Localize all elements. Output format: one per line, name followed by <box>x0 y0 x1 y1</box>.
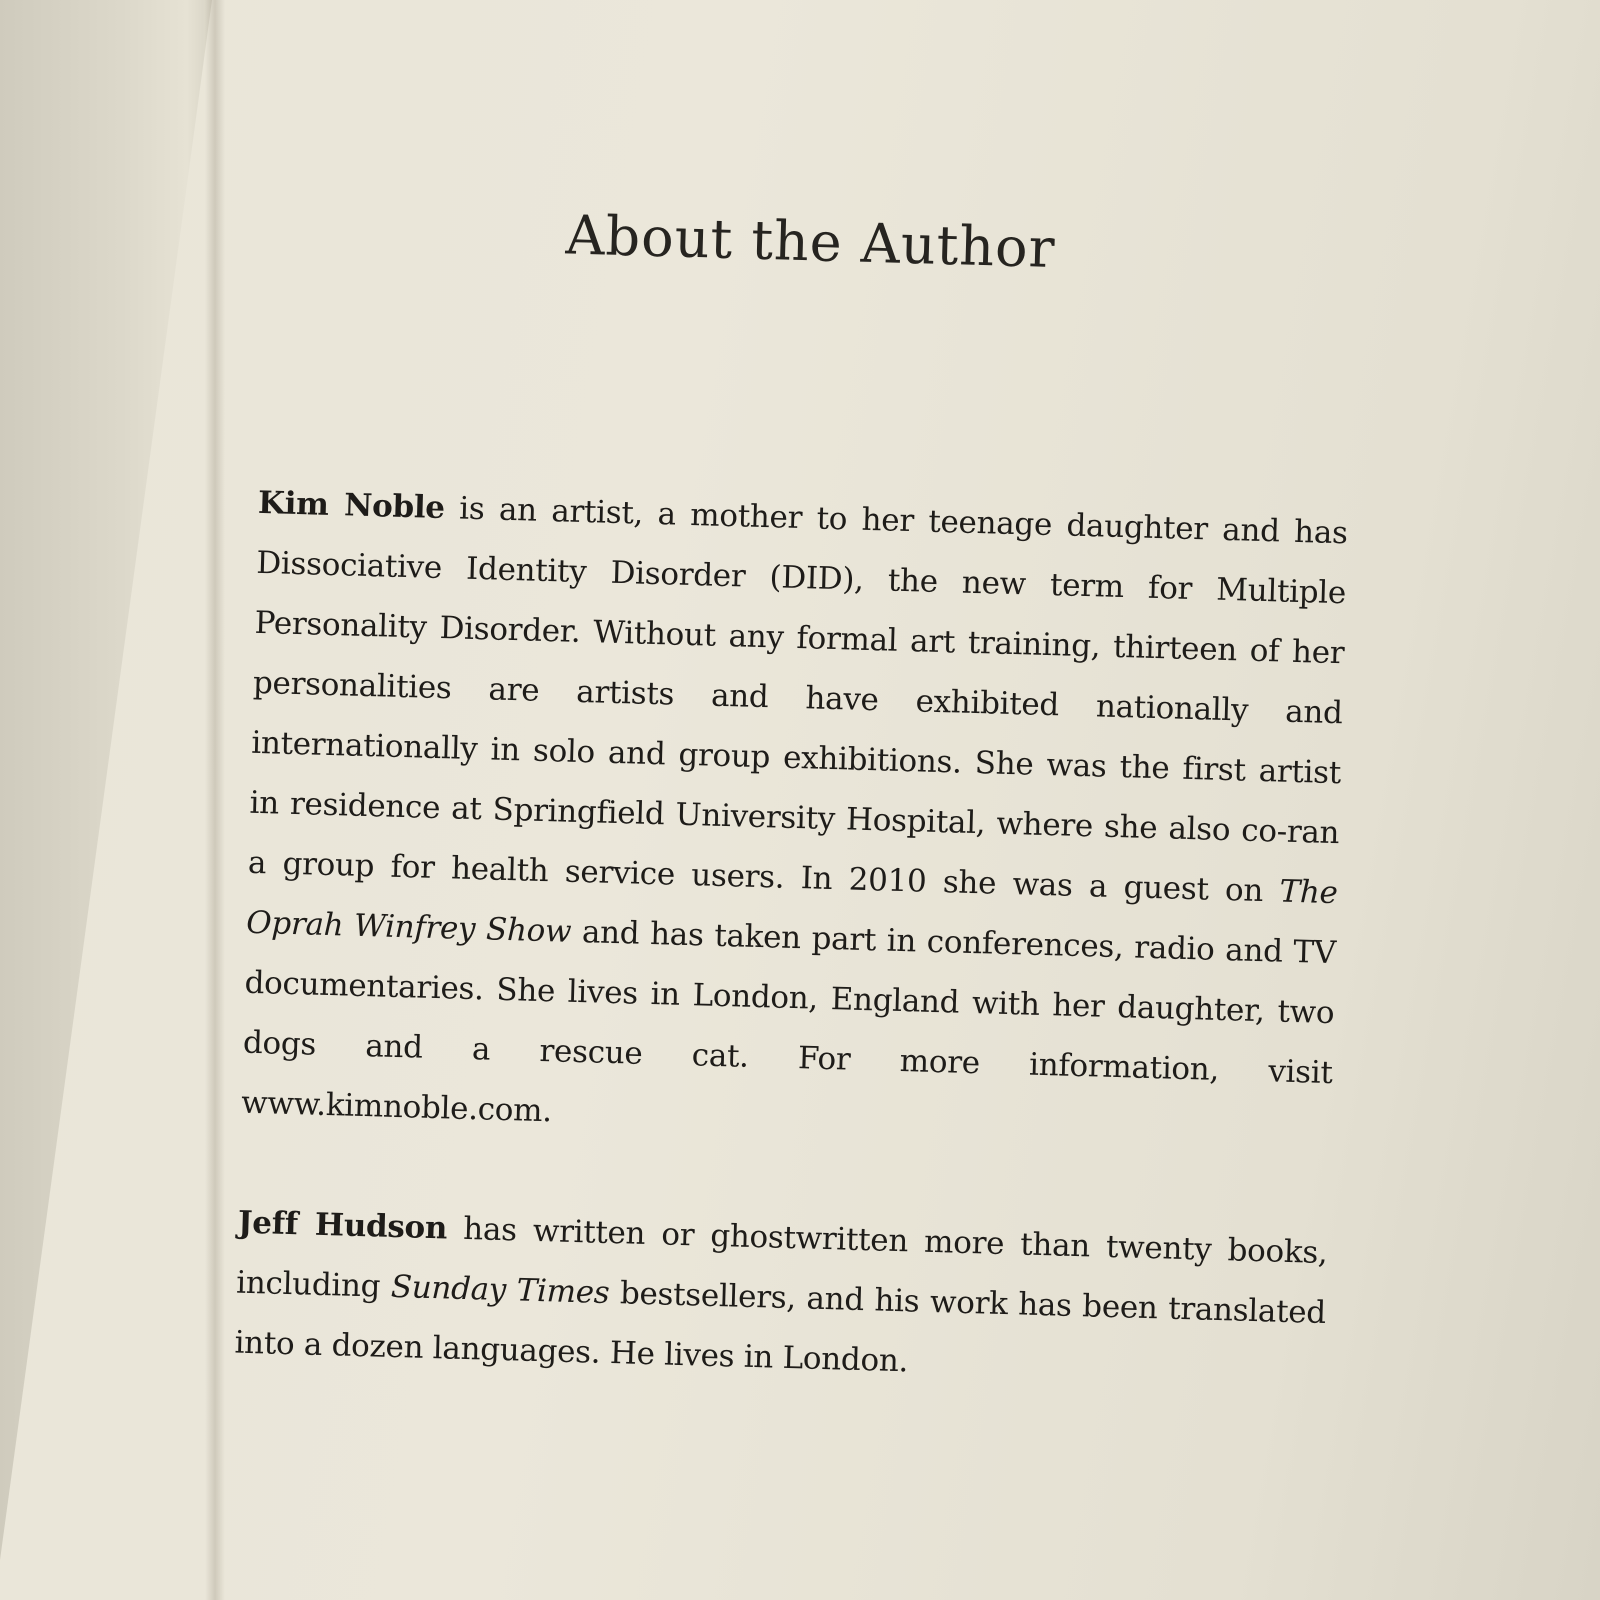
page-content <box>234 195 1356 1403</box>
bio-jeff-hudson <box>234 1193 1329 1403</box>
author-name-jeff: Jeff Hudson <box>237 1204 448 1247</box>
page-crease <box>205 0 225 1600</box>
bio-kim-text-2: and has taken part in conferences, radio and TV documentaries. She lives in London, England with her daughter, two dogs and a rescue cat. For more information, visit www.kimnoble.com. <box>240 913 1337 1130</box>
bio-jeff-text-2: bestsellers, and his work has been translated into a dozen languages. He lives in London. <box>234 1275 1327 1380</box>
bio-jeff-text-1: has written or ghostwritten more than twenty books, including <box>235 1210 1329 1305</box>
bio-kim-text-1: is an artist, a mother to her teenage daughter and has Dissociative Identity Disorder (DID), the new term for Multiple Personality Disorder. Without any formal art training, thirteen of her personalities are artists and have exhibited nationally and internationally in solo and group exhibitions. She was the first artist in residence at Springfield University Hospital, where she also co-ran a group for health service users. In 2010 she was a guest on <box>247 490 1349 910</box>
show-title: The Oprah Winfrey Show <box>245 873 1339 950</box>
bio-kim-noble <box>240 473 1348 1163</box>
page-title: About the Author <box>564 203 1057 281</box>
newspaper-title: Sunday Times <box>390 1268 610 1312</box>
author-name-kim: Kim Noble <box>257 484 446 527</box>
